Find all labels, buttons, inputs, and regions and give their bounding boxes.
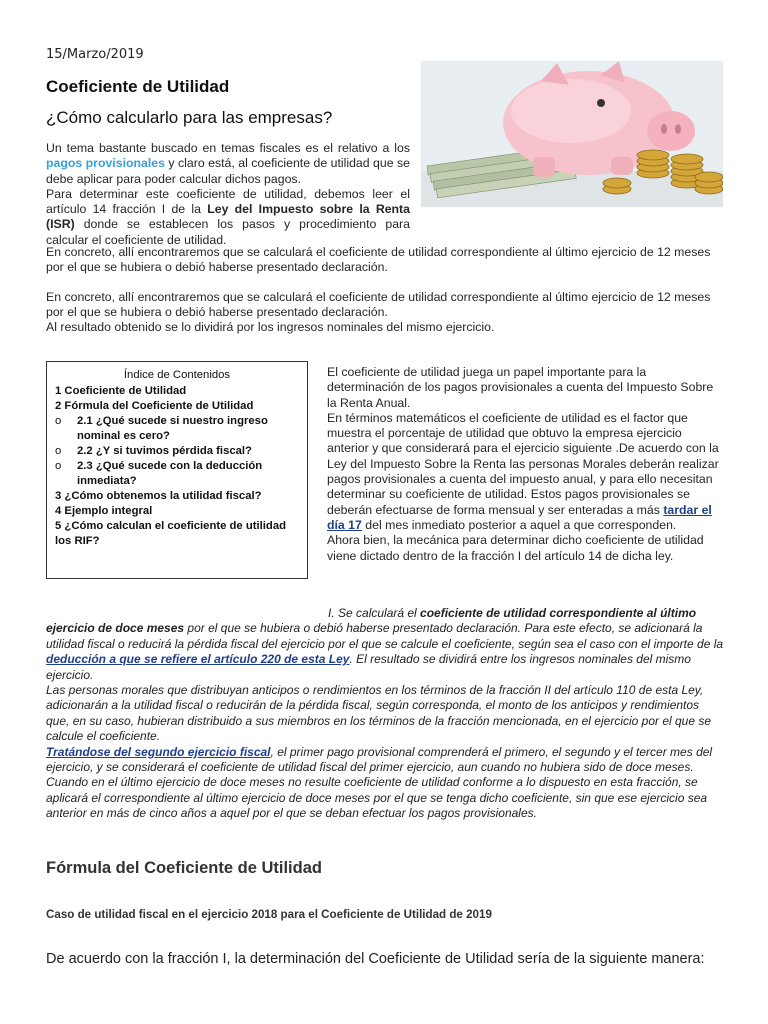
segundo-ejercicio-fiscal-link[interactable]: Tratándose del segundo ejercicio fiscal <box>46 744 271 759</box>
isr-law-name: Ley del Impuesto sobre la Renta (ISR) <box>46 202 410 232</box>
toc-title: Índice de Contenidos <box>123 369 231 381</box>
section-title: Fórmula del Coeficiente de Utilidad <box>46 859 322 877</box>
right-p2-text-end: del mes inmediato posterior a aquel a que corresponden. <box>361 517 677 532</box>
toc-item-3[interactable]: 3 ¿Cómo obtenemos la utilidad fiscal? <box>55 490 262 502</box>
pagos-provisionales-link[interactable]: pagos provisionales <box>46 156 165 171</box>
toc-item-2-2-label: 2.2 ¿Y si tuvimos pérdida fiscal? <box>77 445 252 457</box>
intro-p1-text: Un tema bastante buscado en temas fiscales es el relativo a los <box>46 141 410 155</box>
toc-item-2-1-label: 2.1 ¿Qué sucede si nuestro ingreso nominal es cero? <box>77 415 268 442</box>
accord-text: De acuerdo con la fracción I, la determinación del Coeficiente de Utilidad sería de la siguiente manera: <box>46 951 705 967</box>
toc-item-2[interactable]: 2 Fórmula del Coeficiente de Utilidad <box>55 400 254 412</box>
legal-p1-text: I. Se calculará el <box>328 606 421 620</box>
toc-item-5[interactable]: 5 ¿Cómo calculan el coeficiente de utilidad los RIF? <box>55 520 287 547</box>
tardar-dia-17-link[interactable]: tardar el día 17 <box>327 502 712 532</box>
toc-item-2-1[interactable] <box>55 414 299 444</box>
legal-paragraph-4: Cuando en el último ejercicio de doce meses no resulte coeficiente de utilidad conforme a lo dispuesto en esta fracción, se aplicará el correspondiente al último ejercicio de doce meses por el que se tenga dicho coeficiente, sin que ese ejercicio sea anterior en más de cinco años a aquel por el que se deban efectuar los pagos provisionales. <box>46 775 708 821</box>
right-column-text <box>327 365 723 564</box>
intro-p2-text-end: donde se establecen los pasos y procedimiento para calcular el coeficiente de utilidad. <box>46 217 410 247</box>
intro-paragraph-2 <box>46 187 410 248</box>
legal-p1-mid: por el que se hubiera o debió haberse presentado declaración. Para este efecto, se adicionará la utilidad fiscal o reducirá la pérdida fiscal del ejercicio por el que se calcule el coeficiente, según sea el caso con el importe de la <box>46 621 724 651</box>
toc-item-2-3[interactable] <box>55 459 299 489</box>
toc-item-4[interactable]: 4 Ejemplo integral <box>55 505 153 517</box>
case-title: Caso de utilidad fiscal en el ejercicio 2018 para el Coeficiente de Utilidad de 2019 <box>46 908 492 921</box>
concrete-paragraph-2: En concreto, allí encontraremos que se calculará el coeficiente de utilidad correspondiente al último ejercicio de 12 meses por el que se hubiera o debió haberse presentado declaración. <box>46 289 711 319</box>
legal-paragraph-3 <box>46 745 724 776</box>
right-p2-text: En términos matemáticos el coeficiente de utilidad es el factor que muestra el porcentaje de utilidad que obtuvo la empresa ejercicio anterior y que considerará para el ejercicio siguiente .De acuerdo con la Ley del Impuesto Sobre la Renta las personas Morales deberán realizar pagos provisionales a cuenta del impuesto anual, y para ello necesitan determinar su coeficiente de utilidad. Estos pagos provisionales se deberán efectuarse de forma mensual y ser enteradas a más <box>327 410 719 517</box>
toc-bullet: o <box>55 445 62 457</box>
legal-p1-bold: coeficiente de utilidad correspondiente al último ejercicio de doce meses <box>46 606 697 636</box>
legal-paragraph-2: Las personas morales que distribuyan anticipos o rendimientos en los términos de la fracción II del artículo 110 de esta Ley, adicionarán a la utilidad fiscal o reducirán de la pérdida fiscal, según corresponda, el monto de los anticipos y rendimientos que, en su caso, hubieran distribuido a sus miembros en los términos de la fracción mencionada, en el ejercicio por el que se calcule el coeficiente. <box>46 683 712 744</box>
table-of-contents <box>46 361 308 579</box>
piggy-bank-image <box>421 61 723 207</box>
legal-p3-text: , el primer pago provisional comprenderá el primero, el segundo y el tercer mes del ejercicio, y se considerará el coeficiente de utilidad fiscal del primer ejercicio, aun cuando no hubiera sido de doce meses. <box>46 744 713 775</box>
concrete-paragraph-3: Al resultado obtenido se lo dividirá por los ingresos nominales del mismo ejercicio. <box>46 320 495 335</box>
legal-paragraph-1 <box>46 606 724 683</box>
legal-quote <box>46 606 724 822</box>
page-title: Coeficiente de Utilidad <box>46 77 230 96</box>
toc-item-2-3-label: 2.3 ¿Qué sucede con la deducción inmediata? <box>77 460 263 487</box>
intro-text <box>46 141 410 248</box>
legal-p1-end: . El resultado se dividirá entre los ingresos nominales del mismo ejercicio. <box>46 652 691 682</box>
document-date: 15/Marzo/2019 <box>46 47 144 62</box>
concrete-paragraph-1: En concreto, allí encontraremos que se calculará el coeficiente de utilidad correspondiente al último ejercicio de 12 meses por el que se hubiera o debió haberse presentado declaración. <box>46 245 711 275</box>
toc-item-2-2[interactable] <box>55 444 299 459</box>
right-paragraph-2 <box>327 411 723 533</box>
intro-p1-text-end: y claro está, al coeficiente de utilidad que se debe aplicar para poder calcular dichos pagos. <box>46 156 410 186</box>
page-subtitle: ¿Cómo calcularlo para las empresas? <box>46 108 333 127</box>
right-paragraph-3: Ahora bien, la mecánica para determinar dicho coeficiente de utilidad viene dictado dentro de la fracción I del artículo 14 de dicha ley. <box>327 533 704 563</box>
toc-bullet: o <box>55 415 62 427</box>
intro-paragraph-1 <box>46 141 410 187</box>
intro-p2-text: Para determinar este coeficiente de utilidad, debemos leer el artículo 14 fracción I de la <box>46 186 410 217</box>
right-paragraph-1: El coeficiente de utilidad juega un papel importante para la determinación de los pagos provisionales a cuenta del Impuesto Sobre la Renta Anual. <box>327 365 714 410</box>
deduccion-articulo-220-link[interactable]: deducción a que se refiere el artículo 220 de esta Ley <box>46 652 350 667</box>
concrete-text <box>46 245 724 335</box>
toc-item-1[interactable]: 1 Coeficiente de Utilidad <box>55 385 187 397</box>
toc-bullet: o <box>55 460 62 472</box>
